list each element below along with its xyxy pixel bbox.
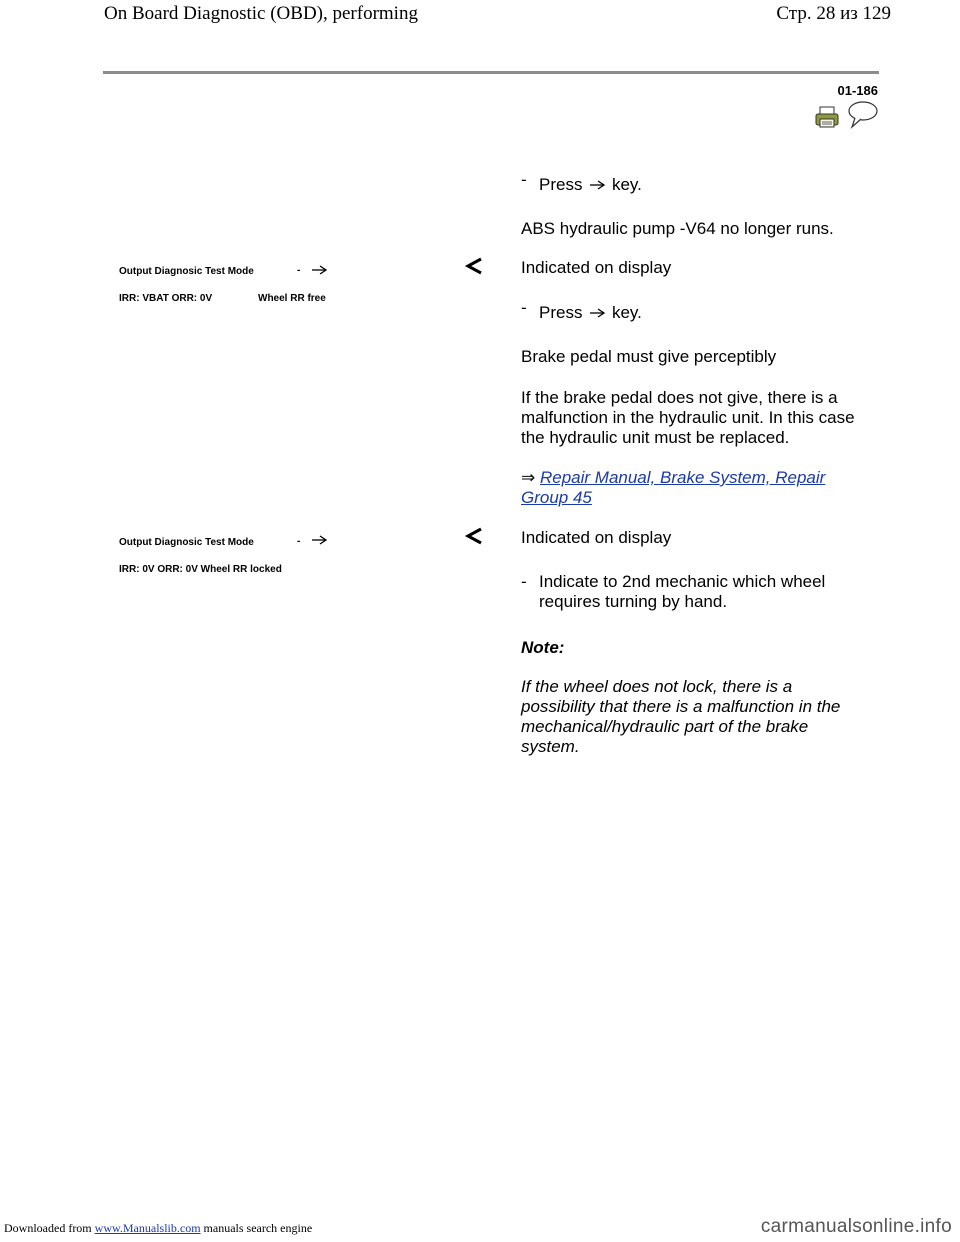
display-readout-line1: Output Diagnosic Test Mode (119, 266, 254, 277)
press-label: Press (539, 303, 583, 322)
manualslib-link[interactable]: www.Manualslib.com (94, 1221, 201, 1235)
press-label: Press (539, 175, 583, 194)
pointer-left-icon (464, 526, 484, 551)
indicated-label: Indicated on display (521, 258, 672, 277)
display-readout-line2: IRR: 0V ORR: 0V Wheel RR locked (119, 564, 282, 575)
page-counter: Стр. 28 из 129 (776, 3, 891, 24)
top-divider (103, 71, 879, 74)
display-readout-line2: IRR: VBAT ORR: 0V (119, 293, 213, 304)
footer-prefix: Downloaded from (4, 1221, 92, 1235)
right-arrow-icon (587, 176, 607, 196)
pump-note: ABS hydraulic pump -V64 no longer runs. (521, 219, 834, 238)
key-label: key. (611, 175, 642, 194)
document-title: On Board Diagnostic (OBD), performing (104, 3, 418, 24)
ref-arrow: ⇒ (521, 468, 536, 487)
note-heading: Note: (521, 638, 565, 657)
display-readout-line2b: Wheel RR free (258, 293, 326, 304)
download-source (4, 1221, 312, 1236)
footer-suffix: manuals search engine (203, 1221, 313, 1235)
step-dash: - (521, 170, 527, 189)
repair-manual-link[interactable]: Repair Manual, Brake System, Repair Group 45 (521, 468, 826, 507)
readout-dash: - (297, 536, 301, 547)
readout-dash: - (297, 265, 301, 276)
printer-icon[interactable] (815, 106, 839, 133)
right-arrow-icon (309, 533, 329, 551)
note-text: If the wheel does not lock, there is a possibility that there is a malfunction in the mechanical/hydraulic part of the brake system. (521, 677, 841, 756)
step-dash: - (521, 298, 527, 317)
right-arrow-icon (309, 263, 329, 281)
key-label: key. (611, 303, 642, 322)
page-number: 01-186 (837, 83, 878, 98)
press-key-step (539, 303, 642, 324)
watermark: carmanualsonline.info (760, 1216, 952, 1237)
indicated-label: Indicated on display (521, 528, 672, 547)
right-arrow-icon (587, 304, 607, 324)
speech-bubble-icon[interactable] (847, 100, 879, 135)
malfunction-text: If the brake pedal does not give, there is a malfunction in the hydraulic unit. In this case the hydraulic unit must be replaced. (521, 388, 855, 447)
repair-reference (521, 468, 861, 508)
display-readout-line1: Output Diagnosic Test Mode (119, 537, 254, 548)
step-dash: - (521, 572, 527, 591)
press-key-step (539, 175, 642, 196)
pointer-left-icon (464, 256, 484, 281)
indicate-step-text: Indicate to 2nd mechanic which wheel requires turning by hand. (539, 572, 826, 611)
brake-give-text: Brake pedal must give perceptibly (521, 347, 777, 366)
